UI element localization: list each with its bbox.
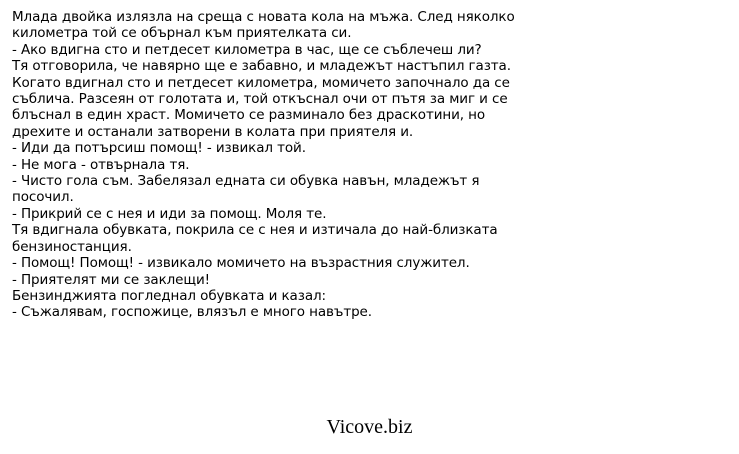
joke-line: - Помощ! Помощ! - извикало момичето на възрастния служител. — [12, 255, 470, 272]
joke-line: - Не мога - отвърнала тя. — [12, 156, 190, 173]
joke-line: посочил. — [12, 189, 74, 206]
joke-line: дрехите и останали затворени в колата при приятеля и. — [12, 123, 414, 140]
joke-line: Млада двойка излязла на среща с новата кола на мъжа. След няколко — [12, 9, 515, 25]
joke-line: - Прикрий се с нея и иди за помощ. Моля те. — [12, 205, 327, 222]
joke-line: съблича. Разсеян от голотата и, той откъснал очи от пътя за миг и се — [12, 91, 508, 108]
joke-line: Бензинджията погледнал обувката и казал: — [12, 287, 326, 304]
joke-line: - Ако вдигна сто и петдесет километра в час, ще се съблечеш ли? — [12, 41, 482, 58]
joke-line: блъснал в един храст. Момичето се разминало без драскотини, но — [12, 107, 486, 124]
joke-line: бензиностанция. — [12, 238, 132, 255]
site-footer-label: Vicove.biz — [326, 416, 413, 438]
joke-line: - Иди да потърсиш помощ! - извикал той. — [12, 140, 306, 157]
joke-line: Тя вдигнала обувката, покрила се с нея и изтичала до най-близката — [12, 222, 498, 239]
joke-text — [12, 9, 732, 321]
joke-line: - Съжалявам, госпожице, влязъл е много навътре. — [12, 304, 372, 321]
joke-line: Когато вдигнал сто и петдесет километра, момичето започнало да се — [12, 74, 510, 91]
joke-line: - Приятелят ми се заклещи! — [12, 271, 210, 288]
joke-line: километра той се обърнал към приятелката си. — [12, 25, 352, 42]
joke-line: Тя отговорила, че навярно ще е забавно, и младежът настъпил газта. — [12, 58, 511, 75]
joke-line: - Чисто гола съм. Забелязал едната си обувка навън, младежът я — [12, 173, 480, 190]
